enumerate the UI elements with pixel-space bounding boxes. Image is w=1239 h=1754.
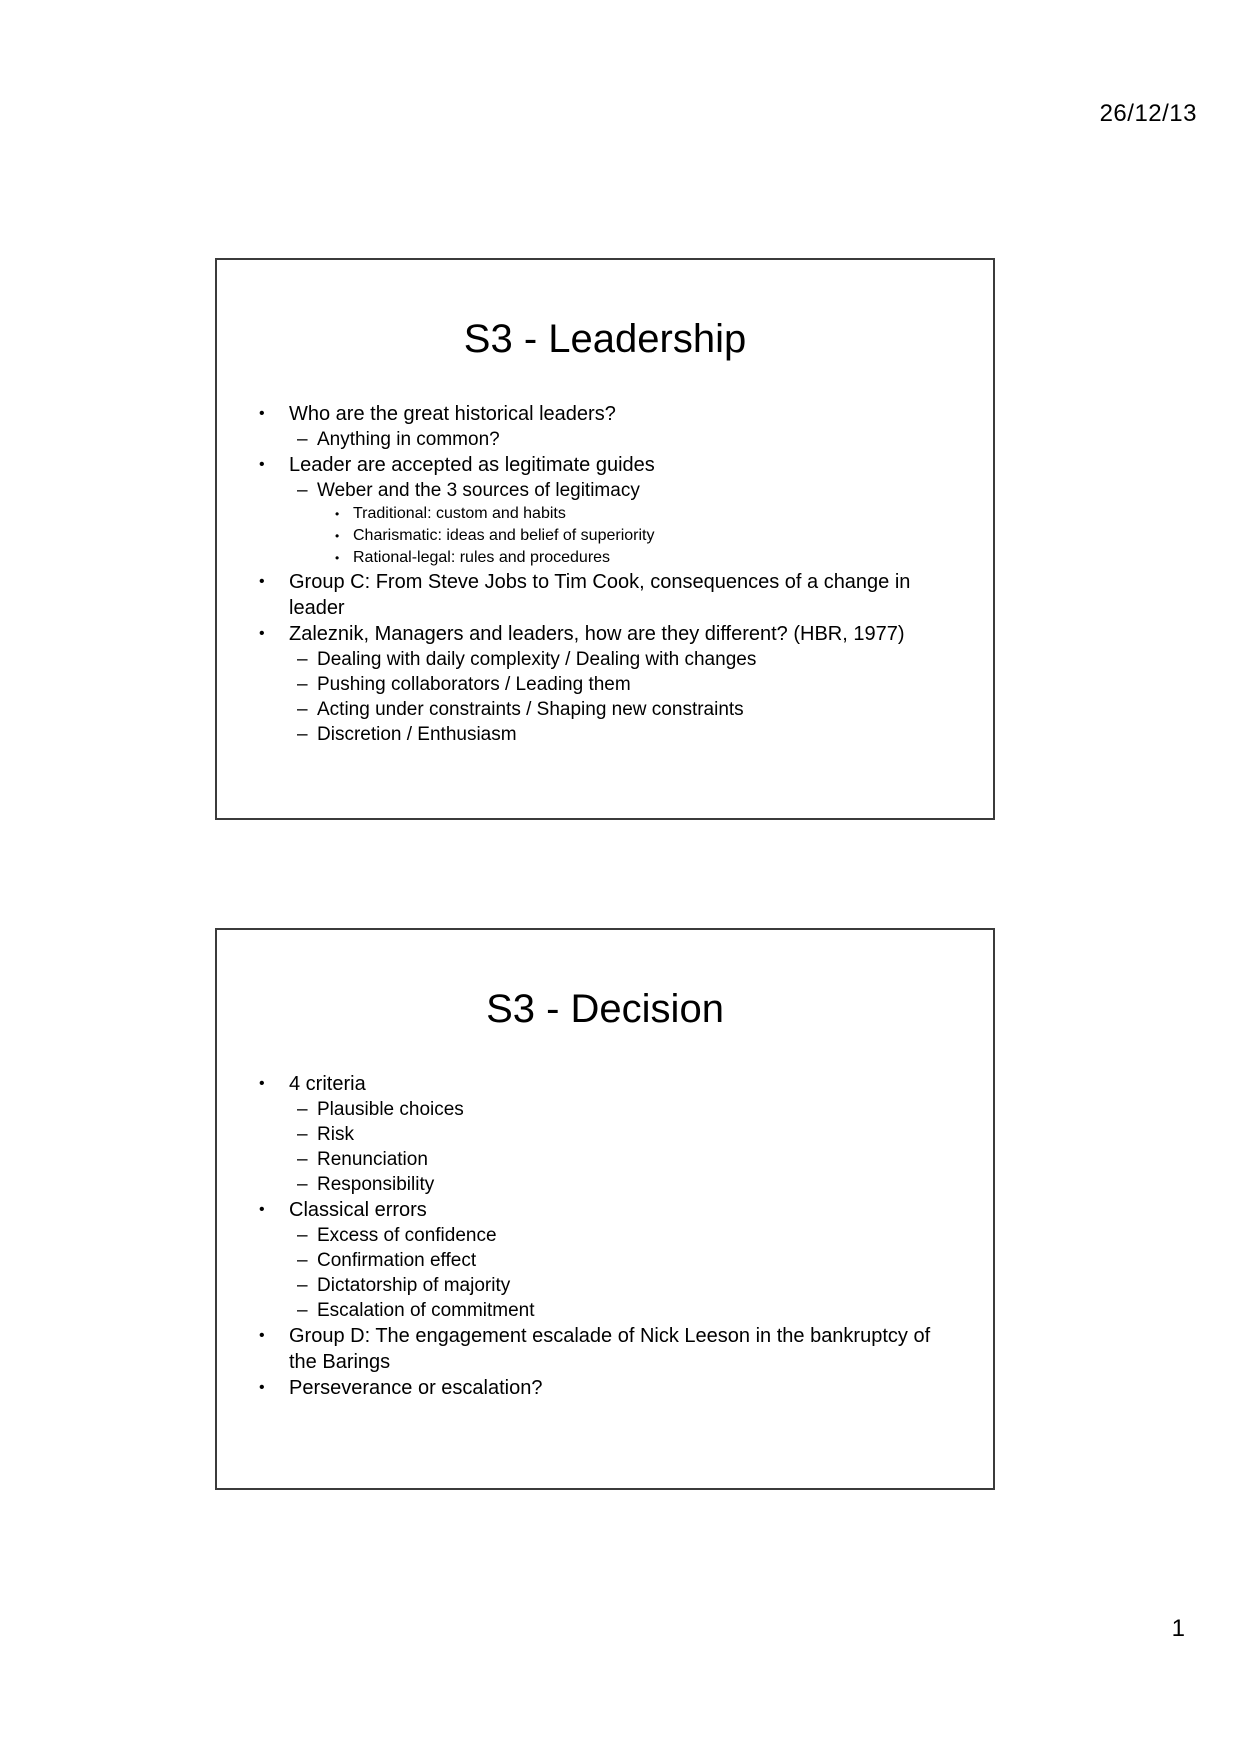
bullet-item xyxy=(297,1097,953,1122)
bullet-marker-icon: – xyxy=(297,674,308,695)
bullet-text: Pushing collaborators / Leading them xyxy=(317,674,631,695)
bullet-item xyxy=(335,503,953,525)
bullet-item xyxy=(297,1122,953,1147)
bullet-marker-icon: • xyxy=(335,529,340,543)
bullet-item xyxy=(297,1147,953,1172)
bullet-text: Weber and the 3 sources of legitimacy xyxy=(317,480,640,501)
bullet-item xyxy=(335,547,953,569)
bullet-text: Plausible choices xyxy=(317,1099,464,1120)
bullet-marker-icon: • xyxy=(259,1379,265,1396)
bullet-item xyxy=(259,1197,953,1223)
bullet-text: Group C: From Steve Jobs to Tim Cook, consequences of a change in leader xyxy=(289,571,911,619)
bullet-item xyxy=(297,1298,953,1323)
bullet-item xyxy=(297,697,953,722)
bullet-item xyxy=(259,1375,953,1401)
bullet-marker-icon: – xyxy=(297,429,308,450)
bullet-item xyxy=(297,647,953,672)
bullet-text: 4 criteria xyxy=(289,1073,366,1095)
bullet-marker-icon: • xyxy=(259,625,265,642)
bullet-item xyxy=(335,525,953,547)
bullet-marker-icon: – xyxy=(297,480,308,501)
slide-leadership xyxy=(215,258,995,820)
bullet-marker-icon: • xyxy=(259,1201,265,1218)
bullet-marker-icon: • xyxy=(259,456,265,473)
bullet-marker-icon: – xyxy=(297,1174,308,1195)
bullet-text: Dealing with daily complexity / Dealing with changes xyxy=(317,649,757,670)
bullet-marker-icon: – xyxy=(297,724,308,745)
bullet-item xyxy=(297,1273,953,1298)
bullet-marker-icon: – xyxy=(297,1124,308,1145)
bullet-item xyxy=(297,722,953,747)
bullet-marker-icon: – xyxy=(297,1149,308,1170)
bullet-marker-icon: • xyxy=(259,1327,265,1344)
bullet-text: Perseverance or escalation? xyxy=(289,1377,543,1399)
bullet-marker-icon: – xyxy=(297,1250,308,1271)
bullet-text: Traditional: custom and habits xyxy=(353,505,566,522)
bullet-text: Group D: The engagement escalade of Nick Leeson in the bankruptcy of the Barings xyxy=(289,1325,931,1373)
bullet-marker-icon: • xyxy=(259,1075,265,1092)
bullet-marker-icon: – xyxy=(297,699,308,720)
bullet-text: Rational-legal: rules and procedures xyxy=(353,549,611,566)
bullet-item xyxy=(259,569,953,621)
bullet-text: Excess of confidence xyxy=(317,1225,497,1246)
bullet-text: Confirmation effect xyxy=(317,1250,477,1271)
bullet-marker-icon: • xyxy=(259,573,265,590)
slide-decision-title: S3 - Decision xyxy=(486,987,724,1031)
bullet-text: Renunciation xyxy=(317,1149,428,1170)
bullet-text: Charismatic: ideas and belief of superiority xyxy=(353,527,655,544)
bullet-item xyxy=(297,427,953,452)
bullet-marker-icon: – xyxy=(297,649,308,670)
page-number: 1 xyxy=(1171,1615,1185,1642)
bullet-text: Discretion / Enthusiasm xyxy=(317,724,517,745)
bullet-text: Dictatorship of majority xyxy=(317,1275,511,1296)
date-header: 26/12/13 xyxy=(1099,100,1197,127)
bullet-text: Who are the great historical leaders? xyxy=(289,403,616,425)
bullet-text: Leader are accepted as legitimate guides xyxy=(289,454,655,476)
bullet-item xyxy=(259,1071,953,1097)
bullet-marker-icon: – xyxy=(297,1225,308,1246)
slide-leadership-title: S3 - Leadership xyxy=(463,317,747,361)
bullet-item xyxy=(297,1172,953,1197)
bullet-text: Anything in common? xyxy=(317,429,500,450)
bullet-marker-icon: – xyxy=(297,1275,308,1296)
bullet-item xyxy=(259,621,953,647)
bullet-text: Responsibility xyxy=(317,1174,435,1195)
slide-decision xyxy=(215,928,995,1490)
bullet-marker-icon: • xyxy=(335,551,340,565)
bullet-item xyxy=(297,1248,953,1273)
bullet-item xyxy=(297,478,953,503)
bullet-item xyxy=(259,1323,953,1375)
bullet-item xyxy=(297,1223,953,1248)
bullet-marker-icon: • xyxy=(259,405,265,422)
bullet-item xyxy=(297,672,953,697)
bullet-marker-icon: – xyxy=(297,1099,308,1120)
bullet-text: Escalation of commitment xyxy=(317,1300,535,1321)
bullet-text: Zaleznik, Managers and leaders, how are they different? (HBR, 1977) xyxy=(289,623,905,645)
bullet-marker-icon: – xyxy=(297,1300,308,1321)
bullet-text: Acting under constraints / Shaping new constraints xyxy=(317,699,744,720)
bullet-marker-icon: • xyxy=(335,507,340,521)
bullet-item xyxy=(259,401,953,427)
slide-decision-bullet-list xyxy=(217,1071,993,1401)
bullet-text: Classical errors xyxy=(289,1199,427,1221)
bullet-text: Risk xyxy=(317,1124,354,1145)
bullet-item xyxy=(259,452,953,478)
slide-leadership-bullet-list xyxy=(217,401,993,747)
